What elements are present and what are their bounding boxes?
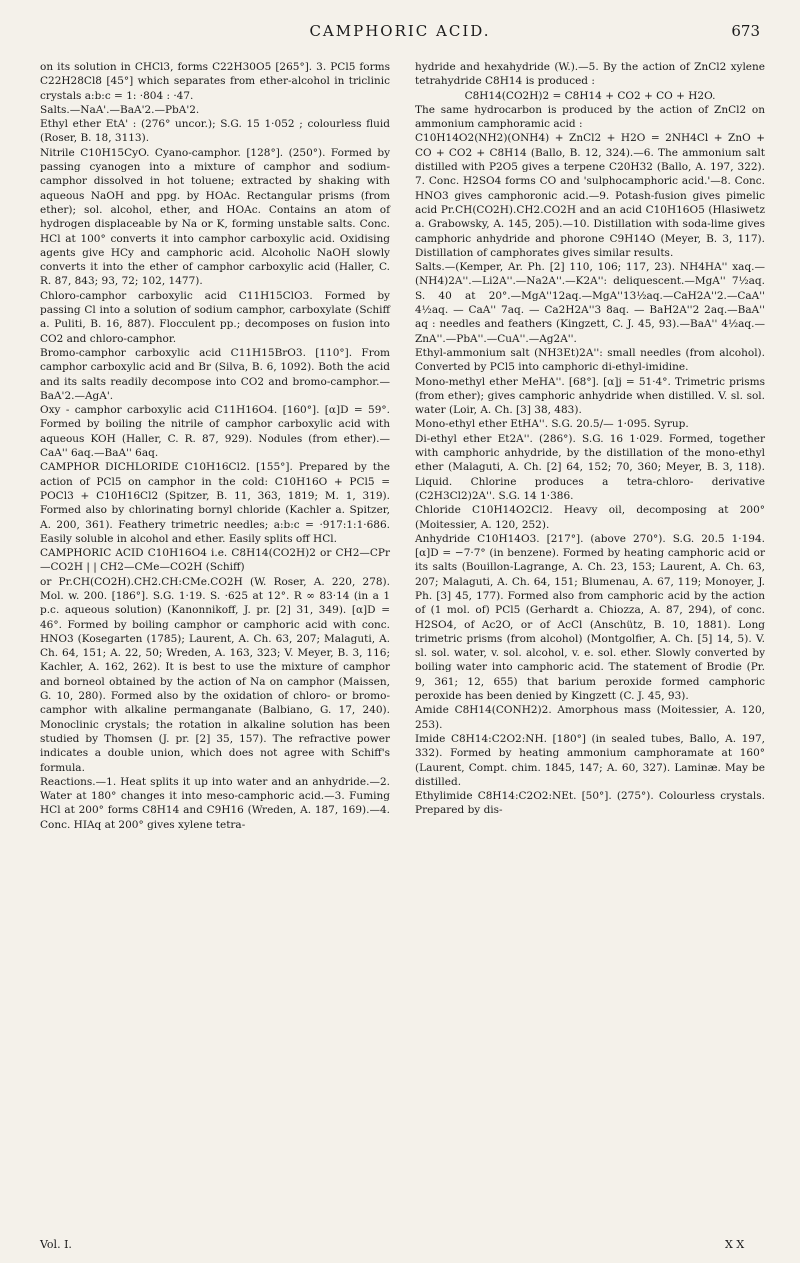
left-column [40, 60, 390, 832]
paragraph: Amide C8H14(CONH2)2. Amorphous mass (Moitessier, A. 120, 253). [415, 704, 765, 731]
paragraph: Salts.—(Kemper, Ar. Ph. [2] 110, 106; 117, 23). NH4HA'' xaq.—(NH4)2A''.—Li2A''.—Na2A''.—K2A'': deliquescent.—MgA'' 7½aq. S. 40 at 20°.—MgA''12aq.—MgA''13½aq.—CaH2A''2.—CaA'' 4½aq. — CaA'' 7aq. — Ca2H2A''3 8aq. — BaH2A''2 2aq.—BaA'' aq : needles and feathers (Kingzett, C. J. 45, 93).—BaA'' 4½aq.—ZnA''.—PbA''.—CuA''.—Ag2A''. [415, 261, 765, 345]
paragraph: Ethyl ether EtA' : (276° uncor.); S.G. 15 1·052 ; colourless fluid (Roser, B. 18, 3113). [40, 118, 390, 145]
paragraph: C10H14O2(NH2)(ONH4) + ZnCl2 + H2O = 2NH4Cl + ZnO + CO + CO2 + C8H14 (Ballo, B. 12, 324).—6. The ammonium salt distilled with P2O5 gives a terpene C20H32 (Ballo, A. 197, 322). 7. Conc. H2SO4 forms CO and 'sulphocamphoric acid.'—8. Conc. HNO3 gives camphoronic acid.—9. Potash-fusion gives pimelic acid Pr.CH(CO2H).CH2.CO2H and an acid C10H16O5 (Hlasiwetz a. Grabowsky, A. 145, 205).—10. Distillation with soda-lime gives camphoric anhydride and phorone C9H14O (Meyer, B. 3, 117). Distillation of camphorates gives similar results. [415, 132, 765, 259]
paragraph: Nitrile C10H15CyO. Cyano-camphor. [128°]. (250°). Formed by passing cyanogen into a mixture of camphor and sodium-camphor dissolved in hot toluene; extracted by shaking with aqueous NaOH and ppg. by HOAc. Rectangular prisms (from ether); sol. alcohol, ether, and HOAc. Contains an atom of hydrogen displaceable by Na or K, forming unstable salts. Conc. HCl at 100° converts it into camphor carboxylic acid. Oxidising agents give HCy and camphoric acid. Alcoholic NaOH slowly converts it into the ether of camphor carboxylic acid (Haller, C. R. 87, 843; 93, 72; 102, 1477). [40, 146, 390, 288]
paragraph: Chloride C10H14O2Cl2. Heavy oil, decomposing at 200° (Moitessier, A. 120, 252). [415, 504, 765, 531]
paragraph: The same hydrocarbon is produced by the action of ZnCl2 on ammonium camphoramic acid : [415, 103, 765, 131]
paragraph: hydride and hexahydride (W.).—5. By the action of ZnCl2 xylene tetrahydride C8H14 is produced : [415, 61, 765, 88]
paragraph: on its solution in CHCl3, forms C22H30O5 [265°]. 3. PCl5 forms C22H28Cl8 [45°] which separates from ether-alcohol in triclinic crystals a:b:c = 1: ·804 : ·47. [40, 61, 390, 102]
paragraph: CAMPHORIC ACID C10H16O4 i.e. C8H14(CO2H)2 or CH2—CPr—CO2H | | CH2—CMe—CO2H (Schiff) [40, 547, 390, 574]
paragraph: Chloro-camphor carboxylic acid C11H15ClO3. Formed by passing Cl into a solution of sodium camphor, carboxylate (Schiff a. Puliti, B. 16, 887). Flocculent pp.; decomposes on fusion into CO2 and chloro-camphor. [40, 289, 390, 345]
paragraph: or Pr.CH(CO2H).CH2.CH:CMe.CO2H (W. Roser, A. 220, 278). Mol. w. 200. [186°]. S.G. 1·19. S. ·625 at 12°. R ∞ 83·14 (in a 1 p.c. aqueous solution) (Kanonnikoff, J. pr. [2] 31, 349). [α]D = 46°. Formed by boiling camphor or camphoric acid with conc. HNO3 (Kosegarten (1785); Laurent, A. Ch. 63, 207; Malaguti, A. Ch. 64, 151; A. 22, 50; Wreden, A. 163, 323; V. Meyer, B. 3, 116; Kachler, A. 162, 262). It is best to use the mixture of camphor and borneol obtained by the action of Na on camphor (Maissen, G. 10, 280). Formed also by the oxidation of chloro- or bromo- camphor with alkaline permanganate (Balbiano, G. 17, 240). Monoclinic crystals; the rotation in alkaline solution has been studied by Thomsen (J. pr. [2] 35, 157). The refractive power indicates a double union, which does not agree with Schiff's formula. [40, 575, 390, 774]
paragraph: Reactions.—1. Heat splits it up into water and an anhydride.—2. Water at 180° changes it into meso-camphoric acid.—3. Fuming HCl at 200° forms C8H14 and C9H16 (Wreden, A. 187, 169).—4. Conc. HIAq at 200° gives xylene tetra- [40, 775, 390, 831]
paragraph: Mono-methyl ether MeHA''. [68°]. [α]j = 51·4°. Trimetric prisms (from ether); gives camphoric anhydride when distilled. V. sl. sol. water (Loir, A. Ch. [3] 38, 483). [415, 375, 765, 417]
right-column [415, 60, 765, 818]
paragraph: Mono-ethyl ether EtHA''. S.G. 20.5/— 1·095. Syrup. [415, 418, 689, 431]
equation: C8H14(CO2H)2 = C8H14 + CO2 + CO + H2O. [464, 89, 716, 102]
paragraph: Ethylimide C8H14:C2O2:NEt. [50°]. (275°). Colourless crystals. Prepared by dis- [415, 790, 765, 817]
paragraph: Di-ethyl ether Et2A''. (286°). S.G. 16 1·029. Formed, together with camphoric anhydride, by the distillation of the mono-ethyl ether (Malaguti, A. Ch. [2] 64, 152; 70, 360; Meyer, B. 3, 118). Liquid. Chlorine produces a tetra-chloro- derivative (C2H3Cl2)2A''. S.G. 14 1·386. [415, 432, 765, 502]
page-number: 673 [731, 22, 760, 40]
page-header [40, 22, 760, 42]
paragraph: CAMPHOR DICHLORIDE C10H16Cl2. [155°]. Prepared by the action of PCl5 on camphor in the cold: C10H16O + PCl5 = POCl3 + C10H16Cl2 (Spitzer, B. 11, 363, 1819; M. 1, 319). Formed also by chlorinating bornyl chloride (Kachler a. Spitzer, A. 200, 361). Feathery trimetric needles; a:b:c = ·917:1:1·686. Easily soluble in alcohol and ether. Easily splits off HCl. [40, 461, 390, 545]
paragraph: Ethyl-ammonium salt (NH3Et)2A'': small needles (from alcohol). Converted by PCl5 into camphoric di-ethyl-imidine. [415, 346, 765, 374]
paragraph: Bromo-camphor carboxylic acid C11H15BrO3. [110°]. From camphor carboxylic acid and Br (Silva, B. 6, 1092). Both the acid and its salts readily decompose into CO2 and bromo-camphor.—BaA'2.—AgA'. [40, 346, 390, 402]
running-title: CAMPHORIC ACID. [309, 22, 491, 40]
paragraph: Salts.—NaA'.—BaA'2.—PbA'2. [40, 103, 200, 116]
volume-label: Vol. I. [40, 1238, 72, 1251]
paragraph: Oxy - camphor carboxylic acid C11H16O4. [160°]. [α]D = 59°. Formed by boiling the nitrile of camphor carboxylic acid with aqueous KOH (Haller, C. R. 87, 929). Nodules (from ether).—CaA'' 6aq.—BaA'' 6aq. [40, 404, 390, 460]
paragraph: Anhydride C10H14O3. [217°]. (above 270°). S.G. 20.5 1·194. [α]D = −7·7° (in benzene). Formed by heating camphoric acid or its salts (Bouillon-Lagrange, A. Ch. 23, 153; Laurent, A. Ch. 63, 207; Malaguti, A. Ch. 64, 151; Blumenau, A. 67, 119; Monoyer, J. Ph. [3] 45, 177). Formed also from camphoric acid by the action of (1 mol. of) PCl5 (Gerhardt a. Chiozza, A. 87, 294), of conc. H2SO4, of Ac2O, or of AcCl (Anschütz, B. 10, 1881). Long trimetric prisms (from alcohol) (Montgolfier, A. Ch. [5] 14, 5). V. sl. sol. water, v. sol. alcohol, v. e. sol. ether. Slowly converted by boiling water into camphoric acid. The statement of Brodie (Pr. 9, 361; 12, 655) that barium peroxide formed camphoric peroxide has been denied by Kingzett (C. J. 45, 93). [415, 532, 765, 703]
paragraph: Imide C8H14:C2O2:NH. [180°] (in sealed tubes, Ballo, A. 197, 332). Formed by heating ammonium camphoramate at 160° (Laurent, Compt. chim. 1845, 147; A. 60, 327). Laminæ. May be distilled. [415, 732, 765, 788]
signature-mark: X X [725, 1238, 745, 1251]
